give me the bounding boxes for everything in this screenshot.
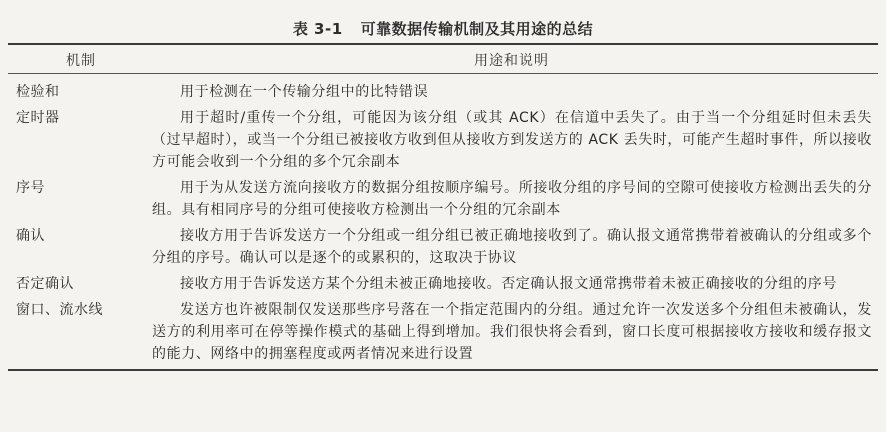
table-row	[8, 177, 878, 221]
description-cell: 接收方用于告诉发送方某个分组未被正确地接收。否定确认报文通常携带着未被正确接收的分组的序号	[180, 276, 837, 292]
table-row	[8, 299, 878, 365]
description-cell: 接收方用于告诉发送方一个分组或一组分组已被正确地接收到了。确认报文通常携带着被确认的分组或多个分组的序号。确认可以是逐个的或累积的，这取决于协议	[152, 228, 872, 266]
mechanism-cell: 否定确认	[16, 276, 74, 292]
mechanism-cell: 定时器	[16, 110, 60, 126]
mechanism-cell: 序号	[16, 180, 45, 196]
mechanism-cell: 窗口、流水线	[16, 302, 103, 318]
description-cell: 发送方也许被限制仅发送那些序号落在一个指定范围内的分组。通过允许一次发送多个分组但未被确认，发送方的利用率可在停等操作模式的基础上得到增加。我们很快将会看到，窗口长度可根据接收方接收和缓存报文的能力、网络中的拥塞程度或两者情况来进行设置	[152, 302, 872, 362]
summary-table	[8, 43, 878, 371]
table-row	[8, 225, 878, 269]
table-header-rule	[8, 73, 878, 74]
description-cell: 用于为从发送方流向接收方的数据分组按顺序编号。所接收分组的序号间的空隙可使接收方检测出丢失的分组。具有相同序号的分组可使接收方检测出一个分组的冗余副本	[152, 180, 872, 218]
table-number: 表 3-1	[292, 20, 343, 38]
table-row	[8, 107, 878, 173]
table-title: 可靠数据传输机制及其用途的总结	[360, 20, 594, 38]
table-caption	[0, 18, 886, 39]
table-header-row	[8, 45, 878, 73]
mechanism-cell: 检验和	[16, 84, 60, 100]
description-cell: 用于超时/重传一个分组，可能因为该分组（或其 ACK）在信道中丢失了。由于当一个分组延时但未丢失（过早超时），或当一个分组已被接收方收到但从接收方到发送方的 ACK 丢失时，可能产生超时事件，所以接收方可能会收到一个分组的多个冗余副本	[152, 110, 872, 170]
table-row	[8, 273, 878, 295]
description-cell: 用于检测在一个传输分组中的比特错误	[180, 84, 429, 100]
header-mechanism: 机制	[66, 53, 96, 69]
mechanism-cell: 确认	[16, 228, 45, 244]
header-usage: 用途和说明	[474, 53, 549, 69]
table-row	[8, 81, 878, 103]
table-bottom-rule	[8, 369, 878, 371]
